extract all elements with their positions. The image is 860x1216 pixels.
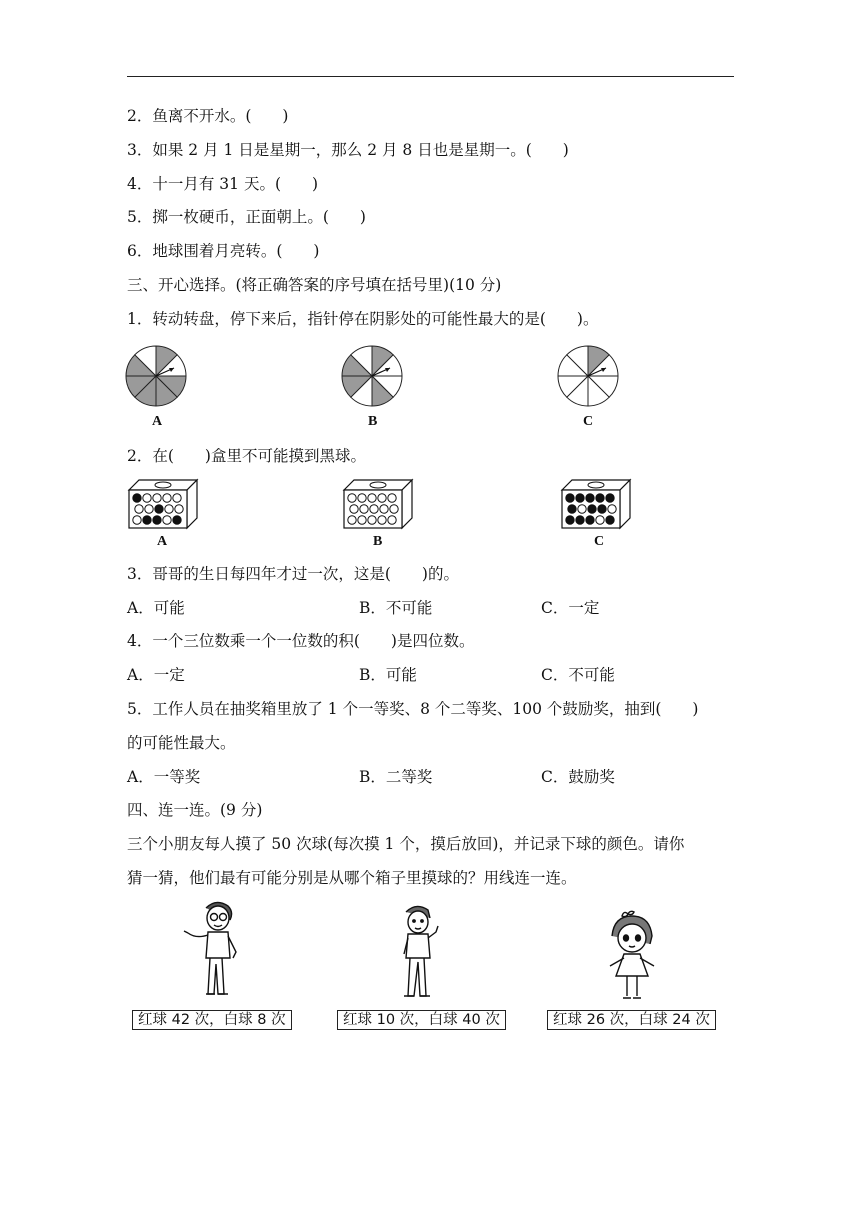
black-ball: [568, 505, 576, 513]
black-ball: [576, 494, 584, 502]
black-ball: [566, 494, 574, 502]
white-ball: [368, 516, 376, 524]
black-ball: [143, 516, 151, 524]
black-ball: [586, 494, 594, 502]
white-ball: [163, 516, 171, 524]
white-ball: [370, 505, 378, 513]
white-ball: [175, 505, 183, 513]
q5-option-c: C．鼓励奖: [541, 768, 615, 786]
question-2-5: 5．掷一枚硬币，正面朝上。( ): [127, 208, 366, 226]
black-ball: [606, 494, 614, 502]
q5-option-a: A．一等奖: [127, 768, 201, 786]
question-2-6: 6．地球围着月亮转。( ): [127, 242, 320, 260]
ball-box-c: [560, 478, 632, 530]
question-2-2: 2．鱼离不开水。( ): [127, 107, 289, 125]
ball-box-a-label: A: [157, 534, 168, 549]
black-ball: [598, 505, 606, 513]
white-ball: [135, 505, 143, 513]
white-ball: [368, 494, 376, 502]
white-ball: [165, 505, 173, 513]
spinner-a: [124, 344, 188, 408]
q4-option-a: A．一定: [127, 666, 185, 684]
black-ball: [566, 516, 574, 524]
white-ball: [145, 505, 153, 513]
white-ball: [390, 505, 398, 513]
ball-box-a: [127, 478, 199, 530]
black-ball: [153, 516, 161, 524]
spinner-c: [556, 344, 620, 408]
white-ball: [133, 516, 141, 524]
q4-option-c: C．不可能: [541, 666, 615, 684]
white-ball: [378, 516, 386, 524]
white-ball: [173, 494, 181, 502]
question-3-3: 3．哥哥的生日每四年才过一次，这是( )的。: [127, 565, 459, 583]
white-ball: [358, 516, 366, 524]
ball-box-b-label: B: [373, 534, 383, 549]
white-ball: [360, 505, 368, 513]
white-ball: [388, 516, 396, 524]
white-ball: [348, 516, 356, 524]
white-ball: [608, 505, 616, 513]
question-2-3: 3．如果 2 月 1 日是星期一，那么 2 月 8 日也是星期一。( ): [127, 141, 569, 159]
section-4-text-line1: 三个小朋友每人摸了 50 次球(每次摸 1 个，摸后放回)，并记录下球的颜色。请你: [127, 835, 685, 853]
spinner-b-label: B: [368, 414, 378, 429]
white-ball: [388, 494, 396, 502]
white-ball: [378, 494, 386, 502]
record-card-1: 红球 42 次，白球 8 次: [132, 1010, 292, 1030]
q3-option-a: A．可能: [127, 599, 185, 617]
question-3-5-line2: 的可能性最大。: [127, 734, 236, 752]
question-3-5-line1: 5．工作人员在抽奖箱里放了 1 个一等奖、8 个二等奖、100 个鼓励奖，抽到( ): [127, 700, 699, 718]
black-ball: [606, 516, 614, 524]
black-ball: [155, 505, 163, 513]
white-ball: [153, 494, 161, 502]
black-ball: [173, 516, 181, 524]
question-2-4: 4．十一月有 31 天。( ): [127, 175, 319, 193]
black-ball: [588, 505, 596, 513]
white-ball: [348, 494, 356, 502]
header-rule: [127, 76, 734, 77]
white-ball: [350, 505, 358, 513]
girl-illustration: [600, 910, 664, 1004]
black-ball: [133, 494, 141, 502]
q3-option-c: C．一定: [541, 599, 600, 617]
q4-option-b: B．可能: [359, 666, 417, 684]
section-4-text-line2: 猜一猜，他们最有可能分别是从哪个箱子里摸球的？用线连一连。: [127, 869, 577, 887]
boy-with-glasses-illustration: [180, 898, 250, 1004]
record-card-3: 红球 26 次，白球 24 次: [547, 1010, 716, 1030]
q3-option-b: B．不可能: [359, 599, 433, 617]
record-card-2: 红球 10 次，白球 40 次: [337, 1010, 506, 1030]
white-ball: [578, 505, 586, 513]
white-ball: [163, 494, 171, 502]
section-4-title: 四、连一连。(9 分): [127, 801, 263, 819]
spinner-a-label: A: [152, 414, 163, 429]
section-3-title: 三、开心选择。(将正确答案的序号填在括号里)(10 分): [127, 276, 502, 294]
black-ball: [596, 494, 604, 502]
boy-pointing-illustration: [396, 902, 446, 1004]
q5-option-b: B．二等奖: [359, 768, 433, 786]
spinner-b: [340, 344, 404, 408]
question-3-1: 1．转动转盘，停下来后，指针停在阴影处的可能性最大的是( )。: [127, 310, 599, 328]
ball-box-c-label: C: [594, 534, 605, 549]
ball-box-b: [342, 478, 414, 530]
white-ball: [143, 494, 151, 502]
spinner-c-label: C: [583, 414, 594, 429]
question-3-4: 4．一个三位数乘一个一位数的积( )是四位数。: [127, 632, 475, 650]
white-ball: [380, 505, 388, 513]
white-ball: [596, 516, 604, 524]
question-3-2: 2．在( )盒里不可能摸到黑球。: [127, 447, 366, 465]
black-ball: [576, 516, 584, 524]
white-ball: [358, 494, 366, 502]
black-ball: [586, 516, 594, 524]
